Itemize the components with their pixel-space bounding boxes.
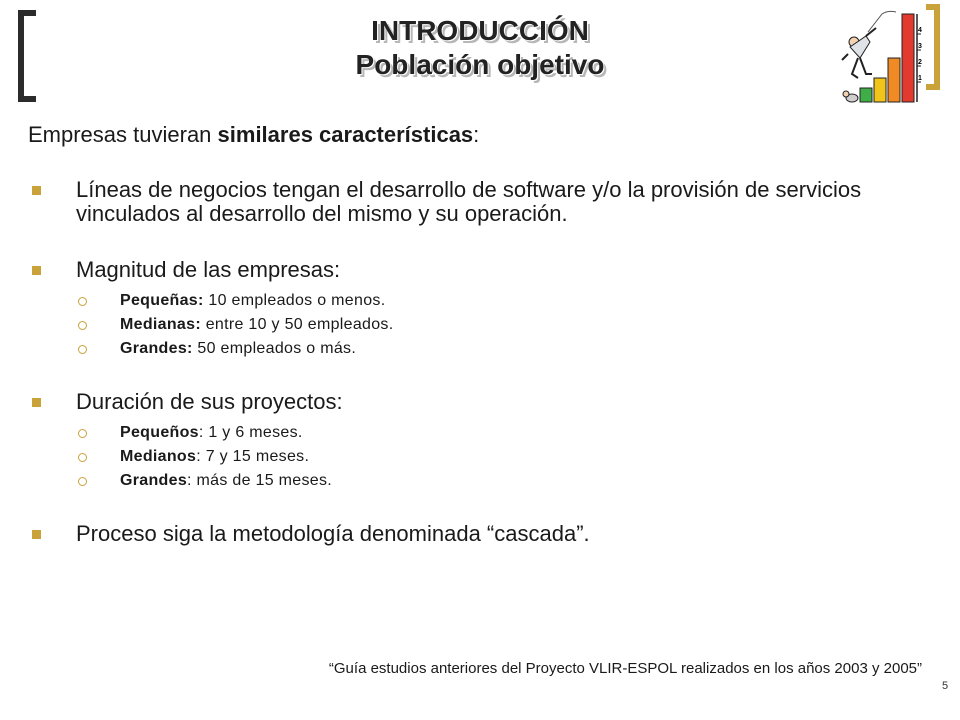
item-text: : 1 y 6 meses.: [198, 424, 303, 441]
item-label: Medianos: [120, 448, 197, 465]
list-item: [24, 290, 934, 314]
title-line-1: INTRODUCCIÓN: [371, 15, 589, 46]
tick-label-3: 3: [918, 43, 922, 50]
item-label: Pequeñas:: [120, 292, 204, 309]
intro-emphasis: similares características: [217, 122, 474, 147]
circle-bullet-icon: [78, 345, 87, 354]
item-label: Grandes:: [120, 340, 193, 357]
intro-suffix: :: [473, 122, 480, 147]
tick-label-4: 4: [918, 27, 922, 34]
circle-bullet-icon: [78, 297, 87, 306]
list-item: [24, 422, 934, 446]
bullet-square-icon: [32, 266, 41, 275]
climbing-chart-illustration: [838, 8, 928, 106]
circle-bullet-icon: [78, 429, 87, 438]
bullet-company-size: [24, 258, 934, 282]
intro-line: [28, 122, 934, 148]
slide-content: [24, 122, 934, 546]
bullet-text: Proceso siga la metodología denominada “cascada”.: [76, 521, 590, 546]
list-item: [24, 314, 934, 338]
bullet-methodology: [24, 522, 934, 546]
slide-title: [0, 14, 960, 82]
bullet-square-icon: [32, 530, 41, 539]
circle-bullet-icon: [78, 453, 87, 462]
climber-figure-icon: [842, 28, 876, 78]
footer-quote: “Guía estudios anteriores del Proyecto VLIR-ESPOL realizados en los años 2003 y 2005”: [328, 660, 922, 677]
bullet-business-lines: [24, 178, 934, 226]
item-label: Grandes: [120, 472, 188, 489]
bar-chart-icon: [838, 8, 928, 106]
bullet-text: Duración de sus proyectos:: [76, 389, 343, 414]
list-item: [24, 470, 934, 494]
item-label: Medianas:: [120, 316, 201, 333]
item-label: Pequeños: [120, 424, 199, 441]
project-duration-list: [24, 422, 934, 494]
item-text: 50 empleados o más.: [192, 340, 357, 357]
bullet-text: Magnitud de las empresas:: [76, 257, 341, 282]
bar-yellow: [874, 78, 886, 102]
tick-label-1: 1: [918, 75, 922, 82]
bullet-square-icon: [32, 186, 41, 195]
bar-green: [860, 88, 872, 102]
list-item: [24, 446, 934, 470]
bullet-project-duration: [24, 390, 934, 414]
resting-figure-icon: [843, 91, 858, 102]
page-number: 5: [942, 680, 949, 692]
bullet-text: Líneas de negocios tengan el desarrollo de software y/o la provisión de servicios vinculados al desarrollo del mismo y su operación.: [76, 177, 862, 226]
bar-orange: [888, 58, 900, 102]
circle-bullet-icon: [78, 477, 87, 486]
list-item: [24, 338, 934, 362]
bar-red: [902, 14, 914, 102]
intro-prefix: Empresas tuvieran: [28, 122, 218, 147]
item-text: : más de 15 meses.: [187, 472, 333, 489]
company-size-list: [24, 290, 934, 362]
bullet-square-icon: [32, 398, 41, 407]
rope-icon: [868, 11, 896, 32]
item-text: 10 empleados o menos.: [203, 292, 386, 309]
title-line-2: Población objetivo: [355, 49, 605, 81]
circle-bullet-icon: [78, 321, 87, 330]
item-text: entre 10 y 50 empleados.: [200, 316, 394, 333]
tick-label-2: 2: [918, 59, 922, 66]
item-text: : 7 y 15 meses.: [196, 448, 310, 465]
